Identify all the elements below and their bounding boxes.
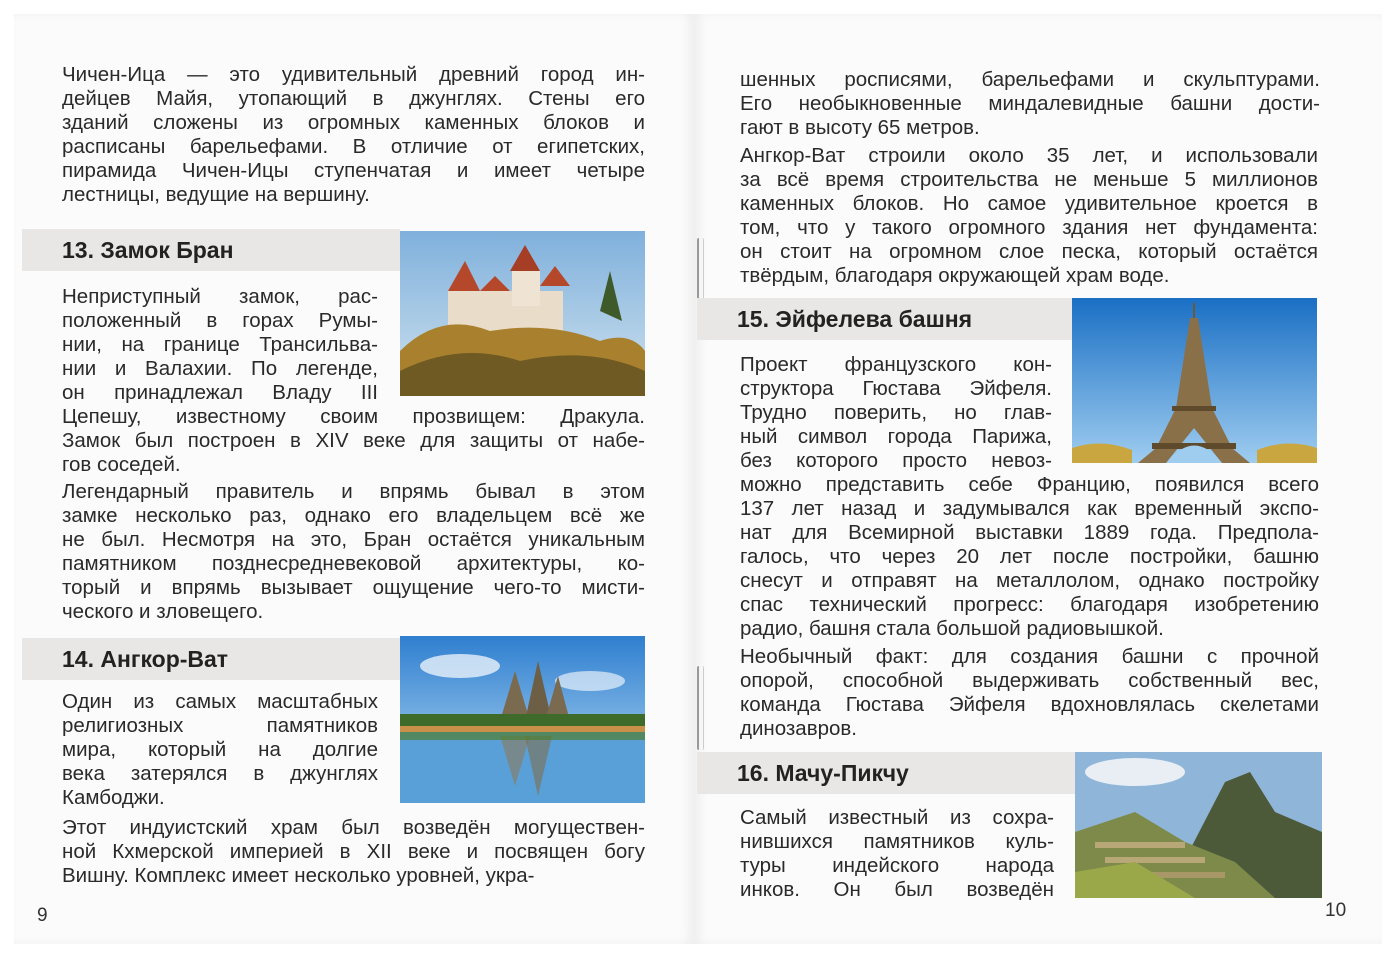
text-line: ческого и зловещего. [62,600,264,623]
text-line: туры индейского народа [740,854,1054,877]
text-line: ной Кхмерской империей в XII веке и посвящен богу [62,840,645,863]
text-line: пирамида Чичен-Ицы ступенчатая и имеет четыре [62,159,645,182]
text-line: нии и Валахии. По легенде, [62,357,378,380]
text-line: нившихся памятников куль- [740,830,1054,853]
text-line: Его необыкновенные миндалевидные башни дости- [740,92,1320,115]
text-line: ный символ города Парижа, [740,425,1052,448]
text-line: радио, башня стала большой радиовышкой. [740,617,1164,640]
section-14-title: 14. Ангкор-Ват [62,646,229,672]
section-14-paragraph-1 [62,690,645,888]
text-line: века затерялся в джунглях [62,762,378,785]
text-line: том, что у такого огромного здания нет фундамента: [740,216,1318,239]
text-line: каменных блоков. Но самое удивительное кроется в [740,192,1318,215]
text-line: Легендарный правитель и впрямь бывал в этом [62,480,645,503]
text-line: Чичен-Ица — это удивительный древний город ин- [62,63,645,86]
section-13-title: 13. Замок Бран [62,237,234,263]
section-13-paragraph-1 [62,285,645,477]
text-line: не был. Несмотря на это, Бран остаётся уникальным [62,528,645,551]
text-line: Цепешу, известному своим прозвищем: Дракула. [62,405,645,428]
text-line: религиозных памятников [62,714,378,737]
page-number-right: 10 [1325,900,1347,921]
section-13-heading-band [22,229,400,271]
section-16-title: 16. Мачу-Пикчу [737,760,909,786]
section-15-paragraph-1 [740,353,1319,641]
text-line: гают в высоту 65 метров. [740,116,980,139]
section-13-paragraph-2 [62,480,645,624]
text-line: Камбоджи. [62,786,165,809]
section-15-paragraph-2 [740,645,1319,741]
intro-paragraph [62,63,645,207]
text-line: без которого просто невоз- [740,449,1052,472]
text-line: за всё время строительства не меньше 5 миллионов [740,168,1318,191]
text-line: дейцев Майя, утопающий в джунглях. Стены его [62,87,645,110]
section-16-heading-band [697,752,1075,794]
text-line: он стоит на огромном слое песка, который остаётся [740,240,1318,263]
text-line: Необычный факт: для создания башни с прочной [740,645,1319,668]
staple-bottom [697,666,704,750]
text-line: Проект французского кон- [740,353,1052,376]
text-line: твёрдым, благодаря окружающей храм воде. [740,264,1170,287]
text-line: он принадлежал Владу III [62,381,378,404]
staple-top [697,238,704,300]
text-line: гов соседей. [62,453,181,476]
text-line: снесут и отправят на металлолом, однако постройку [740,569,1319,592]
text-line: динозавров. [740,717,857,740]
text-line: Замок был построен в XIV веке для защиты от набе- [62,429,645,452]
section-15-title: 15. Эйфелева башня [737,306,973,332]
text-line: опорой, способной выдерживать собственный вес, [740,669,1319,692]
text-line: торый и впрямь вызывает ощущение чего-то мисти- [62,576,645,599]
text-line: Один из самых масштабных [62,690,378,713]
text-line: памятником позднесредневековой архитектуры, ко- [62,552,645,575]
section-15-heading-band [697,298,1072,340]
text-line: замке несколько раз, однако его владельцем всё же [62,504,645,527]
text-line: 137 лет назад и задумывался как временный экспо- [740,497,1319,520]
page-number-left: 9 [37,905,48,926]
text-line: расписаны барельефами. В отличие от египетских, [62,135,645,158]
text-line: можно представить себе Францию, появился всего [740,473,1319,496]
text-line: шенных росписями, барельефами и скульптурами. [740,68,1320,91]
text-line: Трудно поверить, но глав- [740,401,1052,424]
text-line: Самый известный из сохра- [740,806,1054,829]
text-line: Ангкор-Ват строили около 35 лет, и использовали [740,144,1318,167]
text-line: положенный в горах Румы- [62,309,378,332]
text-line: нии, на границе Трансильва- [62,333,378,356]
text-line: спас технический прогресс: благодаря изобретению [740,593,1319,616]
text-line: команда Гюстава Эйфеля вдохновлялась скелетами [740,693,1319,716]
text-line: структора Гюстава Эйфеля. [740,377,1052,400]
text-line: Вишну. Комплекс имеет несколько уровней, укра- [62,864,535,887]
text-line: Этот индуистский храм был возведён могуществен- [62,816,645,839]
section-14-heading-band [22,638,400,680]
angkor-construction-paragraph [740,144,1318,288]
text-line: мира, который на долгие [62,738,378,761]
text-line: лестницы, ведущие на вершину. [62,183,370,206]
section-16-paragraph-1 [740,806,1319,902]
text-line: инков. Он был возведён [740,878,1054,901]
text-line: нат для Всемирной выставки 1889 года. Предпола- [740,521,1319,544]
angkor-continued-paragraph [740,68,1320,140]
text-line: Неприступный замок, рас- [62,285,378,308]
text-line: галось, что через 20 лет после постройки, башню [740,545,1319,568]
text-line: зданий сложены из огромных каменных блоков и [62,111,645,134]
